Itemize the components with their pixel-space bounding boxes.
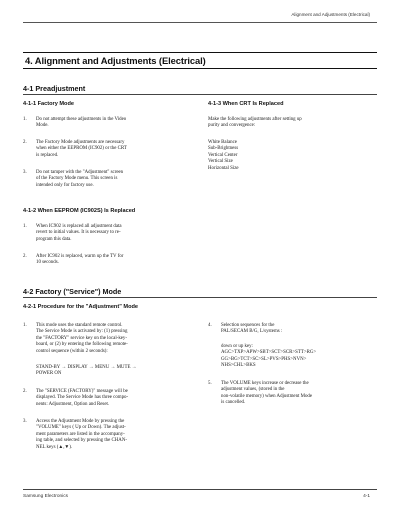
list-item-text: The "SERVICE (FACTORY)" message will be displayed. The Service Mode has three compo- nents: Adjustment, Option and Reset. <box>36 389 129 407</box>
list-item-number: 1. <box>23 117 27 122</box>
subsection-title-eeprom-replaced: 4-1-2 When EEPROM (IC902S) Is Replaced <box>23 208 136 214</box>
footer-publisher: Samsung Electronics <box>23 494 69 499</box>
list-item <box>23 224 198 244</box>
crt-adjustment-intro: Make the following adjustments after setting up purity and convergence: <box>208 117 302 129</box>
list-item-text: Selection sequences for the PAL/SECAM B/G, L/systems : <box>221 323 283 335</box>
list-item-text: Do not attempt these adjustments in the Video Mode. <box>36 117 127 129</box>
chapter-title: 4. Alignment and Adjustments (Electrical) <box>25 55 206 66</box>
list-item <box>23 254 198 268</box>
list-item-text: Do not tamper with the "Adjustment" screen of the Factory Mode menu. This screen is intended only for factory use. <box>36 170 124 188</box>
list-item <box>23 323 201 357</box>
adjustment-selection-sequence: down or up key: AGC>TXP>APW>SBT>SCT>SCR>STT>RG> GG>BG>TCT>SC>SL>PVS>PHS>NVN> NHS>CHL>BKS <box>221 344 317 369</box>
list-item-number: 2. <box>23 254 27 259</box>
subsection-title-adjustment-mode-procedure: 4-2-1 Procedure for the "Adjustment" Mode <box>23 304 139 310</box>
list-item-text: After IC902 is replaced, warm up the TV for 10 seconds. <box>36 254 124 266</box>
list-item-text: When IC902 is replaced all adjustment data revert to initial values. It is necessary to re- program this data. <box>36 224 122 242</box>
chapter-title-box <box>23 52 377 69</box>
list-item-number: 2. <box>23 389 27 394</box>
list-item <box>208 381 378 408</box>
list-item-text: Access the Adjustment Mode by pressing the "VOLUME" keys ( Up or Down). The adjust- ment parameters are listed in the accompany- ing table, and selected by pressing the CHAN- NEL keys (▲,▼). <box>36 419 127 450</box>
subsection-title-factory-mode: 4-1-1 Factory Mode <box>23 101 74 107</box>
list-item <box>23 170 198 190</box>
footer-rule <box>23 489 377 490</box>
section-title-factory-service-mode: 4-2 Factory ("Service") Mode <box>23 287 122 296</box>
list-item-number: 4. <box>208 323 212 328</box>
section-rule <box>23 94 377 95</box>
list-item-number: 5. <box>208 381 212 386</box>
list-item-number: 2. <box>23 140 27 145</box>
list-item-number: 1. <box>23 224 27 229</box>
list-item-number: 3. <box>23 170 27 175</box>
remote-control-sequence: STAND-BY → DISPLAY → MENU → MUTE → POWER ON <box>36 365 137 377</box>
list-item <box>23 419 201 453</box>
list-item <box>208 323 378 337</box>
section-rule <box>23 297 377 298</box>
subsection-title-crt-replaced: 4-1-3 When CRT Is Replaced <box>208 101 284 107</box>
list-item <box>23 117 198 131</box>
crt-adjustment-list: White Balance Sub-Brightness Vertical Center Vertical Size Horizontal Size <box>208 140 239 171</box>
list-item-text: This mode uses the standard remote control. The Service Mode is activated by: (1) pressing the "FACTORY" service key on the local-key- board, or (2) by entering the following remote- control sequence (within 2 seconds): <box>36 323 128 354</box>
page-number: 4-1 <box>363 494 370 499</box>
list-item <box>23 140 198 160</box>
list-item-number: 1. <box>23 323 27 328</box>
section-title-preadjustment: 4-1 Preadjustment <box>23 84 86 93</box>
running-header: Alignment and Adjustments (Electrical) <box>291 12 370 17</box>
list-item-text: The VOLUME keys increase or decrease the adjustment values, (stored in the non-volatile memory) when Adjustment Mode is cancelled. <box>221 381 313 406</box>
header-rule <box>23 22 377 23</box>
list-item-number: 3. <box>23 419 27 424</box>
list-item-text: The Factory Mode adjustments are necessary when either the EEPROM (IC902) or the CRT is replaced. <box>36 140 127 158</box>
list-item <box>23 389 201 409</box>
